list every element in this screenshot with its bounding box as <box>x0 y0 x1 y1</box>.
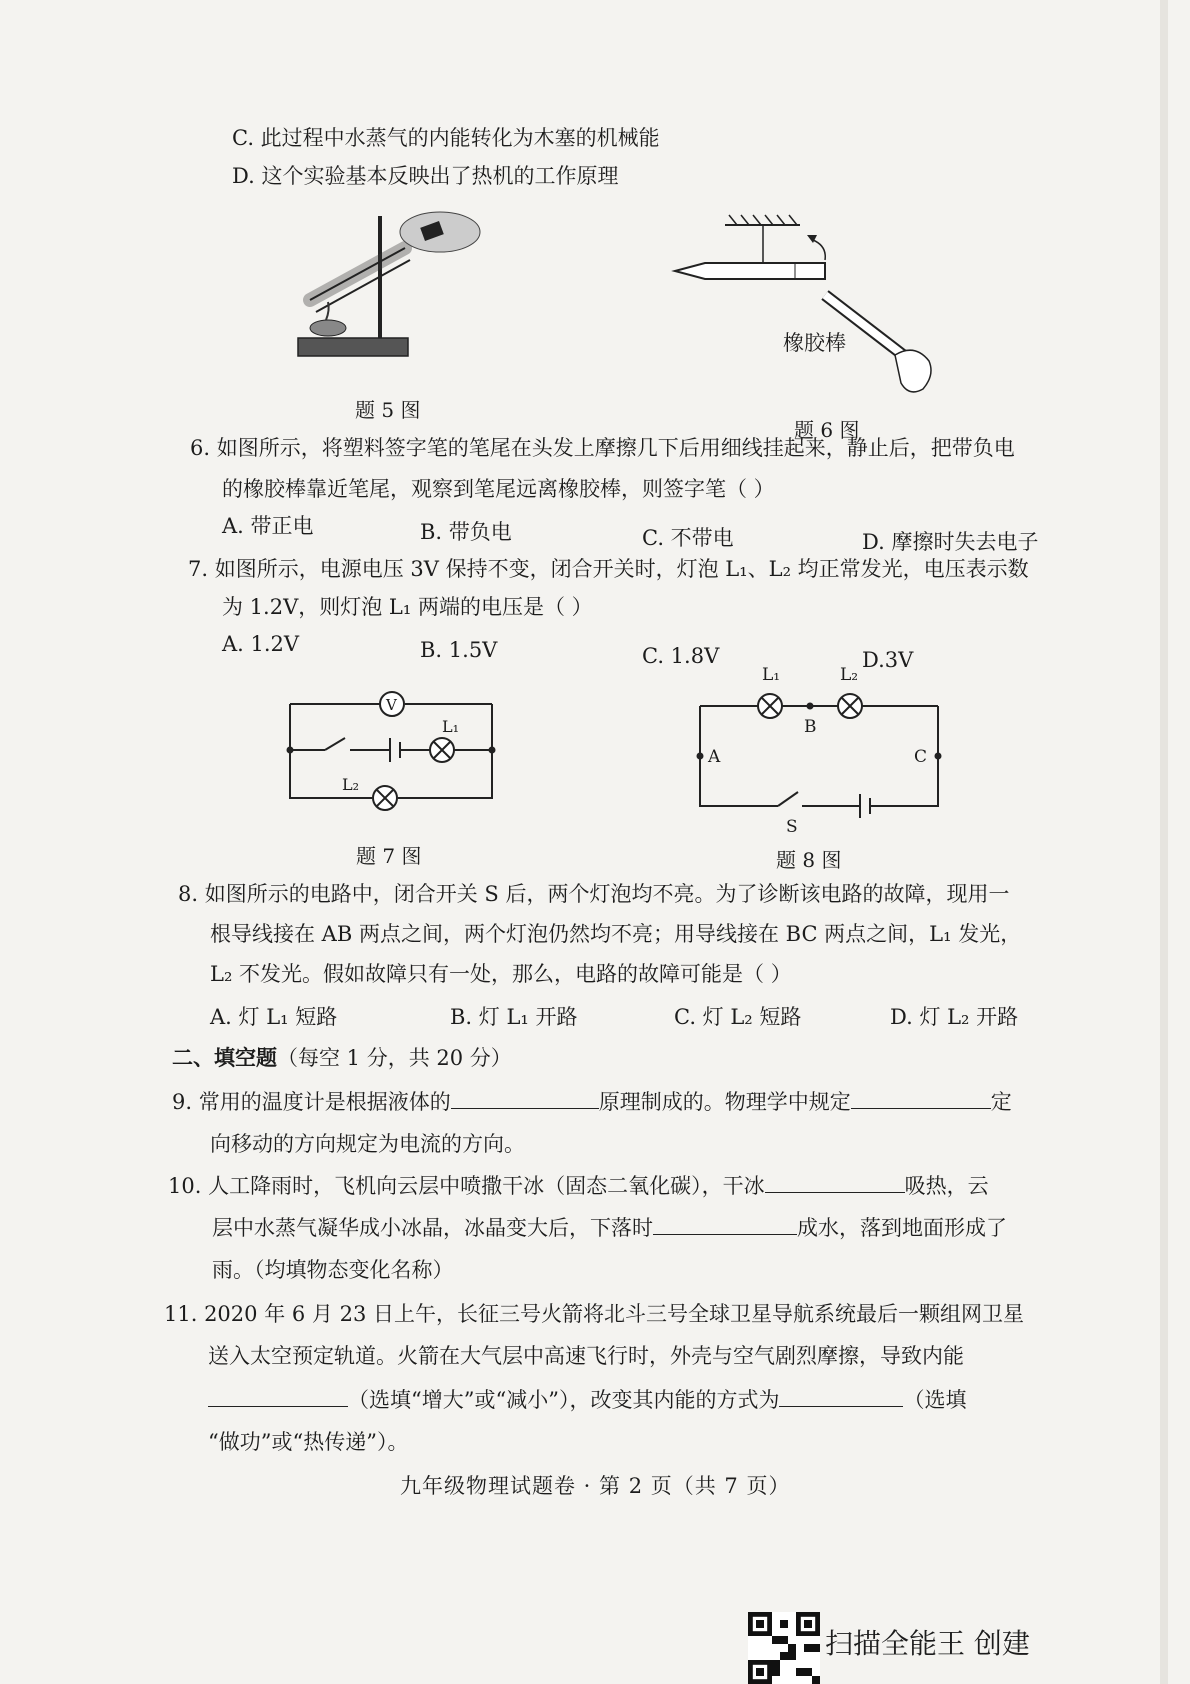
q9-text-1: 9. 常用的温度计是根据液体的 <box>172 1090 451 1114</box>
qr-code-icon <box>748 1612 820 1684</box>
q11-line4: “做功”或“热传递”）。 <box>208 1430 409 1454</box>
figure-8-b-label: B <box>804 717 817 737</box>
q7-stem-line1: 7. 如图所示，电源电压 3V 保持不变，闭合开关时，灯泡 L₁、L₂ 均正常发光，电压表示数 <box>188 557 1029 581</box>
q6-option-b: B. 带负电 <box>420 520 512 544</box>
scanner-watermark: 扫描全能王 创建 <box>825 1627 1030 1660</box>
figure-7-voltmeter-label: V <box>386 696 397 714</box>
figure-8-l1-label: L₁ <box>762 665 781 685</box>
q9-text-3: 定 <box>990 1090 1012 1114</box>
q6-stem-line2: 的橡胶棒靠近笔尾，观察到笔尾远离橡胶棒，则签字笔（ ） <box>222 477 775 501</box>
figure-7-l2-label: L₂ <box>342 775 360 794</box>
q10-blank-1[interactable] <box>765 1172 905 1193</box>
q6-stem-line1: 6. 如图所示，将塑料签字笔的笔尾在头发上摩擦几下后用细线挂起来，静止后，把带负电 <box>190 436 1015 460</box>
section-2-heading <box>172 1044 512 1072</box>
q10-text-1: 10. 人工降雨时，飞机向云层中喷撒干冰（固态二氧化碳），干冰 <box>168 1174 765 1198</box>
q8-option-a: A. 灯 L₁ 短路 <box>210 1005 338 1029</box>
q8-option-d: D. 灯 L₂ 开路 <box>890 1005 1019 1029</box>
q8-option-c: C. 灯 L₂ 短路 <box>674 1005 802 1029</box>
figure-8-caption: 题 8 图 <box>776 848 842 872</box>
figure-5-steam-apparatus <box>290 210 490 370</box>
section-2-note: （每空 1 分，共 20 分） <box>277 1046 512 1070</box>
q10-line3: 雨。（均填物态变化名称） <box>212 1258 454 1282</box>
q7-option-c: C. 1.8V <box>642 644 720 668</box>
figure-8-a-label: A <box>708 747 721 767</box>
section-2-title: 二、填空题 <box>172 1045 277 1070</box>
q8-option-b: B. 灯 L₁ 开路 <box>450 1005 578 1029</box>
q11-line3 <box>208 1386 966 1414</box>
q9-blank-1[interactable] <box>451 1088 599 1109</box>
q7-stem-line2: 为 1.2V，则灯泡 L₁ 两端的电压是（ ） <box>222 595 593 619</box>
q6-option-c: C. 不带电 <box>642 526 734 550</box>
q9-blank-2[interactable] <box>851 1088 991 1109</box>
figure-8-s-label: S <box>786 817 798 837</box>
page-edge-shadow <box>1160 0 1168 1684</box>
page-footer: 九年级物理试题卷 · 第 2 页（共 7 页） <box>400 1474 791 1498</box>
q8-stem-line1: 8. 如图所示的电路中，闭合开关 S 后，两个灯泡均不亮。为了诊断该电路的故障，现用一 <box>178 882 1010 906</box>
q7-option-a: A. 1.2V <box>222 632 300 656</box>
figure-7-circuit <box>280 680 510 820</box>
q10-line1 <box>168 1172 989 1200</box>
figure-8-c-label: C <box>914 747 928 767</box>
q10-text-3: 层中水蒸气凝华成小冰晶，冰晶变大后，下落时 <box>212 1216 653 1240</box>
q5-option-d: D. 这个实验基本反映出了热机的工作原理 <box>232 164 619 188</box>
q9-line2: 向移动的方向规定为电流的方向。 <box>210 1132 525 1156</box>
figure-8-circuit <box>690 658 960 838</box>
q10-blank-2[interactable] <box>653 1214 797 1235</box>
q9-line1 <box>172 1088 1012 1116</box>
figure-6-caption: 题 6 图 <box>794 418 860 442</box>
figure-8-l2-label: L₂ <box>840 665 859 685</box>
q10-text-2: 吸热，云 <box>904 1174 989 1198</box>
q11-line1: 11. 2020 年 6 月 23 日上午，长征三号火箭将北斗三号全球卫星导航系统最后一颗组网卫星 <box>164 1302 1024 1326</box>
figure-6-pen-and-rod <box>665 205 955 405</box>
q6-option-d: D. 摩擦时失去电子 <box>862 530 1039 554</box>
figure-7-caption: 题 7 图 <box>356 844 422 868</box>
q11-line2: 送入太空预定轨道。火箭在大气层中高速飞行时，外壳与空气剧烈摩擦，导致内能 <box>208 1344 964 1368</box>
q10-line2 <box>212 1214 1007 1242</box>
q7-option-b: B. 1.5V <box>420 638 498 662</box>
q11-blank-2[interactable] <box>779 1386 903 1407</box>
q5-option-c: C. 此过程中水蒸气的内能转化为木塞的机械能 <box>232 126 660 150</box>
figure-7-l1-label: L₁ <box>442 717 460 736</box>
figure-6-rod-label: 橡胶棒 <box>783 331 846 355</box>
q11-text-2: （选填 <box>903 1388 967 1412</box>
q9-text-2: 原理制成的。物理学中规定 <box>598 1090 851 1114</box>
q10-text-4: 成水，落到地面形成了 <box>797 1216 1007 1240</box>
figure-5-caption: 题 5 图 <box>355 398 421 422</box>
q8-stem-line2: 根导线接在 AB 两点之间，两个灯泡仍然均不亮；用导线接在 BC 两点之间，L₁ 发光， <box>210 922 1022 946</box>
q7-option-d: D.3V <box>862 648 914 672</box>
q11-text-1: （选填“增大”或“减小”），改变其内能的方式为 <box>348 1388 780 1412</box>
q11-blank-1[interactable] <box>208 1386 348 1407</box>
q6-option-a: A. 带正电 <box>222 514 314 538</box>
q8-stem-line3: L₂ 不发光。假如故障只有一处，那么，电路的故障可能是（ ） <box>210 962 792 986</box>
